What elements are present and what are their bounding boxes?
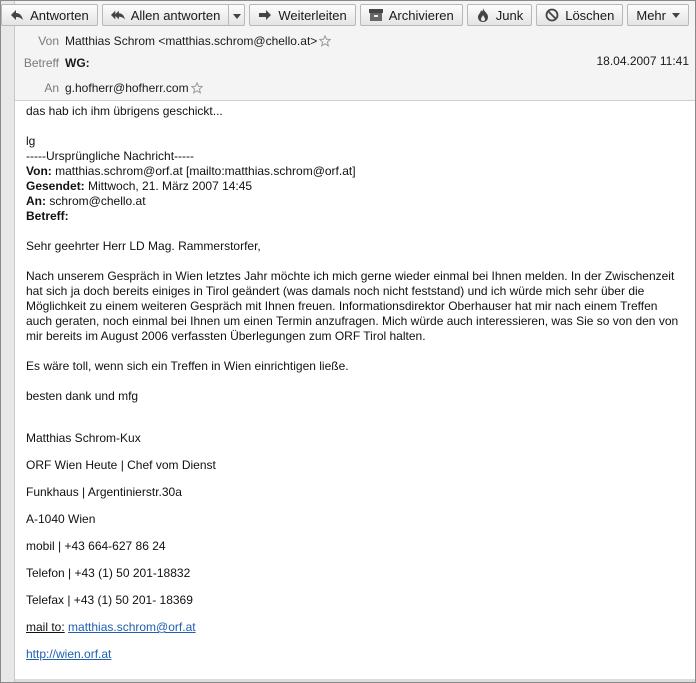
paragraph-1: Nach unserem Gespräch in Wien letztes Jahr möchte ich mich gerne wieder einmal bei Ihnen melden. In der Zwischenzeit hat sich ja doch bereits einiges in Tirol geändert (was damals noch nicht feststand) und ich würde mich sehr über die Möglichkeit zu einem weiteren Gespräch mit Ihnen freuen. Informationsdirektor Oberhauser hat mir nach einem Treffen auch geraten, noch einmal bei Ihnen um einen Termin anzufragen. Mich würde auch interessieren, was Sie so von den von mir bereits im August 2006 verfassten Überlegungen zum ORF Tirol halten. — [26, 269, 679, 343]
forward-label: Weiterleiten — [278, 7, 347, 23]
orig-to-label: An: — [26, 194, 46, 208]
prohibited-icon — [545, 8, 559, 22]
reply-all-split — [102, 4, 246, 28]
forward-arrow-icon — [258, 8, 272, 22]
to-label: An — [44, 81, 59, 95]
reply-all-dropdown[interactable] — [229, 4, 245, 26]
subject-value: WG: — [65, 56, 90, 70]
delete-button[interactable] — [536, 4, 623, 26]
signature-phone: Telefon | +43 (1) 50 201-18832 — [26, 566, 191, 580]
reply-button[interactable] — [1, 4, 98, 26]
orig-sent-line — [26, 179, 681, 194]
to-value[interactable]: g.hofherr@hofherr.com — [65, 81, 189, 95]
signature-city: A-1040 Wien — [26, 512, 96, 526]
chevron-down-icon — [233, 6, 241, 24]
more-button[interactable] — [627, 4, 689, 26]
greeting-lg: lg — [26, 134, 36, 148]
orig-sent-label: Gesendet: — [26, 179, 85, 193]
salutation: Sehr geehrter Herr LD Mag. Rammerstorfer, — [26, 239, 261, 253]
junk-label: Junk — [495, 7, 524, 23]
to-row — [15, 79, 203, 97]
orig-from-value: matthias.schrom@orf.at [mailto:matthias.schrom@orf.at] — [51, 164, 356, 178]
signature-fax: Telefax | +43 (1) 50 201- 18369 — [26, 593, 193, 607]
orig-to-line — [26, 194, 681, 209]
reply-all-label: Allen antworten — [130, 7, 221, 23]
archive-button[interactable] — [360, 4, 463, 26]
subject-row — [15, 54, 90, 72]
signature-mail-line — [26, 620, 681, 635]
bottom-edge — [15, 679, 695, 682]
signature-url-line — [26, 647, 681, 662]
from-row — [15, 32, 331, 50]
reply-label: Antworten — [30, 7, 89, 23]
website-link[interactable]: http://wien.orf.at — [26, 647, 112, 661]
archive-box-icon — [369, 8, 383, 22]
from-label: Von — [38, 34, 59, 48]
left-gutter — [1, 1, 15, 682]
orig-subject-label: Betreff: — [26, 209, 69, 223]
subject-label: Betreff — [23, 56, 59, 70]
intro-text: das hab ich ihm übrigens geschickt... — [26, 104, 223, 118]
orig-to-value: schrom@chello.at — [46, 194, 146, 208]
message-toolbar — [1, 4, 689, 28]
signature-mobile: mobil | +43 664-627 86 24 — [26, 539, 166, 553]
message-body — [26, 104, 681, 674]
orig-sent-value: Mittwoch, 21. März 2007 14:45 — [84, 179, 253, 193]
more-label: Mehr — [636, 7, 666, 23]
chevron-down-icon — [672, 13, 680, 18]
from-value[interactable]: Matthias Schrom <matthias.schrom@chello.at> — [65, 34, 318, 48]
message-date: 18.04.2007 11:41 — [596, 54, 689, 68]
reply-all-button[interactable] — [102, 4, 230, 26]
closing: besten dank und mfg — [26, 389, 139, 403]
paragraph-2: Es wäre toll, wenn sich ein Treffen in Wien einrichtigen ließe. — [26, 359, 349, 373]
flame-icon — [476, 8, 490, 22]
orig-from-line — [26, 164, 681, 179]
signature — [26, 431, 681, 662]
forward-button[interactable] — [249, 4, 355, 26]
orig-subject-line — [26, 209, 681, 224]
signature-name: Matthias Schrom-Kux — [26, 431, 141, 445]
reply-arrow-icon — [10, 8, 24, 22]
delete-label: Löschen — [565, 7, 615, 23]
original-message-divider: -----Ursprüngliche Nachricht----- — [26, 149, 195, 163]
mail-to-label: mail to: — [26, 620, 65, 634]
orig-from-label: Von: — [26, 164, 52, 178]
star-icon[interactable] — [191, 82, 203, 94]
signature-role: ORF Wien Heute | Chef vom Dienst — [26, 458, 216, 472]
junk-button[interactable] — [467, 4, 532, 26]
archive-label: Archivieren — [388, 7, 454, 23]
mail-link[interactable]: matthias.schrom@orf.at — [68, 620, 196, 634]
reply-all-arrows-icon — [111, 8, 125, 22]
signature-address: Funkhaus | Argentinierstr.30a — [26, 485, 182, 499]
star-icon[interactable] — [319, 35, 331, 47]
message-header — [15, 1, 695, 101]
